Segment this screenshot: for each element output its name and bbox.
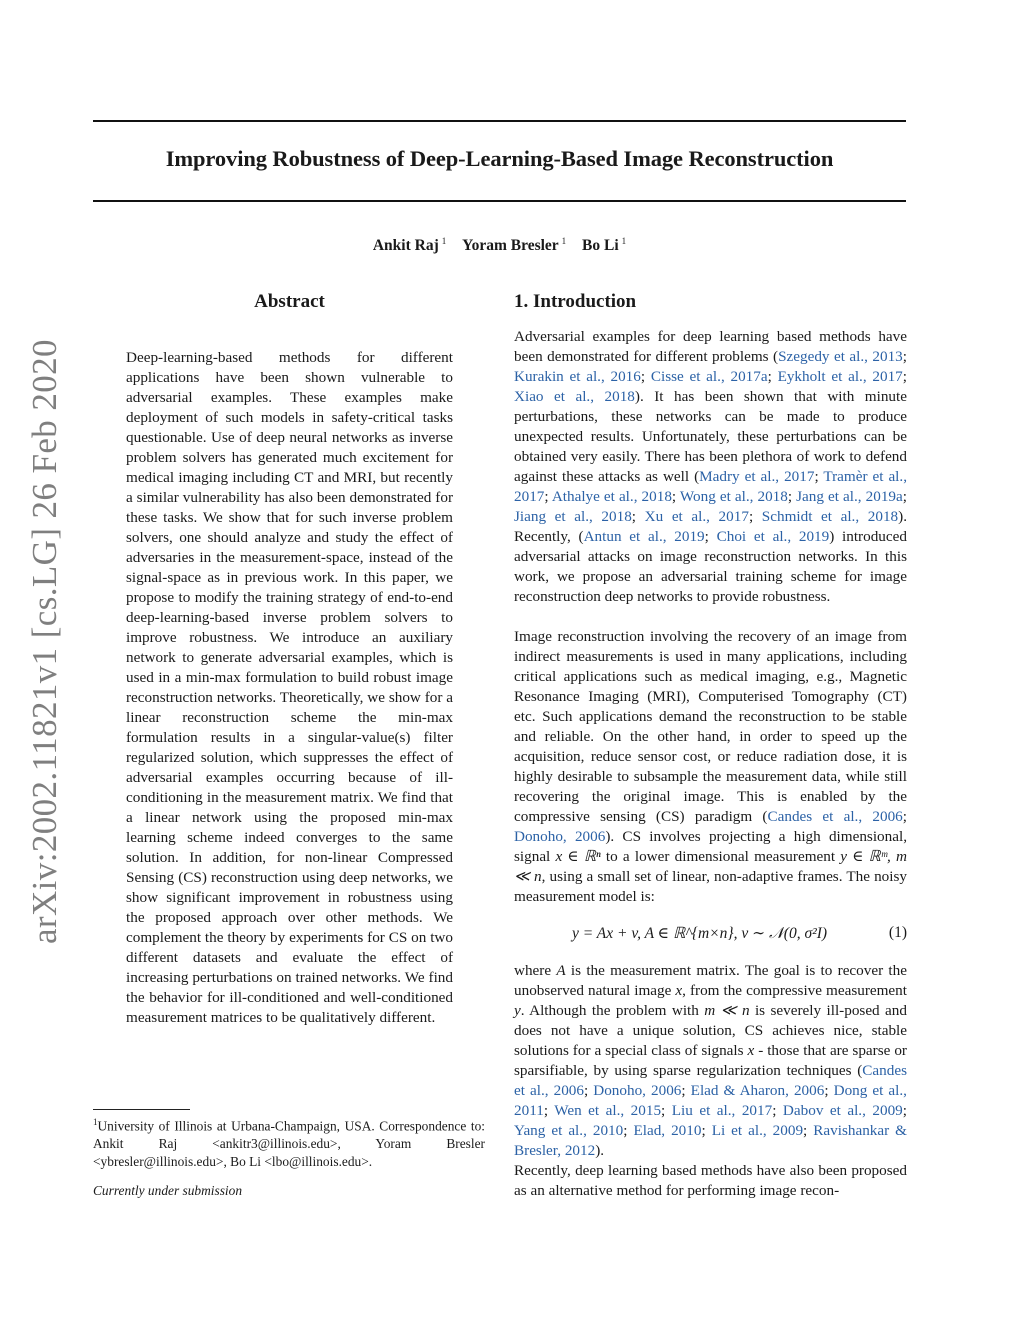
intro-paragraph-3 xyxy=(514,961,907,1161)
text-run: ) introduced adversarial attacks on image reconstruction networks. In this work, we propose an adversarial training scheme for image reconstruction deep networks to provide robustness. xyxy=(514,528,907,605)
inline-math: x ∈ ℝⁿ xyxy=(555,848,601,865)
text-run: ; xyxy=(902,1102,907,1119)
text-run: ). xyxy=(595,1142,605,1159)
text-run: ; xyxy=(767,368,778,385)
citation-link[interactable]: Liu et al., 2017 xyxy=(671,1102,773,1119)
inline-math: m ≪ n xyxy=(704,1002,750,1019)
intro-paragraph-2 xyxy=(514,627,907,907)
text-run: ; xyxy=(902,368,907,385)
text-run: ; xyxy=(631,508,645,525)
citation-link[interactable]: Xiao et al., 2018 xyxy=(514,388,635,405)
text-run: ; xyxy=(902,348,907,365)
text-run: ). Recently, ( xyxy=(514,508,907,545)
citation-link[interactable]: Xu et al., 2017 xyxy=(644,508,749,525)
citation-link[interactable]: Donoho, 2006 xyxy=(593,1082,682,1099)
citation-link[interactable]: Schmidt et al., 2018 xyxy=(761,508,899,525)
equation-1 xyxy=(514,924,907,946)
affiliation-mark: 1 xyxy=(561,236,567,246)
text-run: ; xyxy=(772,1102,783,1119)
citation-link[interactable]: Candes et al., 2006 xyxy=(767,808,903,825)
footnote-text: University of Illinois at Urbana-Champaign, USA. Correspondence to: Ankit Raj <ankitr3@illinois.edu>, Yoram Bresler <ybresler@illinois.edu>, Bo Li <lbo@illinois.edu>. xyxy=(93,1118,485,1170)
text-run: ; xyxy=(681,1082,691,1099)
text-run: , using a small set of linear, non-adaptive frames. The noisy measurement model is: xyxy=(514,868,907,905)
citation-link[interactable]: Wong et al., 2018 xyxy=(679,488,788,505)
text-run: ; xyxy=(640,368,651,385)
text-run: ; xyxy=(824,1082,834,1099)
citation-link[interactable]: Ravishankar & Bresler, 2012 xyxy=(514,1122,907,1159)
affiliation-mark: 1 xyxy=(621,236,627,246)
text-run: ; xyxy=(671,488,680,505)
text-run: ; xyxy=(704,528,717,545)
text-run: Image reconstruction involving the recovery of an image from indirect measurements is used in many applications, including critical applications such as medical imaging, e.g., Magnetic Resonance Imaging (MRI), Computerised Tomography (CT) etc. Such applications demand the reconstruction to be stable and reliable. On the other hand, in order to speed up the acquisition, reduce sensor cost, or reduce radiation dose, it is highly desirable to subsample the measurement data, while still recovering the original image. This is enabled by the compressive sensing (CS) paradigm ( xyxy=(514,628,907,825)
text-run: ; xyxy=(544,488,552,505)
citation-link[interactable]: Yang et al., 2010 xyxy=(514,1122,624,1139)
text-run: - those that are sparse or sparsifiable, by using sparse regularization techniques ( xyxy=(514,1042,907,1079)
title-bottom-rule xyxy=(93,200,906,202)
text-run: ; xyxy=(701,1122,712,1139)
footnote-mark: 1 xyxy=(93,1117,98,1127)
inline-math: x xyxy=(675,982,683,999)
citation-link[interactable]: Li et al., 2009 xyxy=(711,1122,804,1139)
text-run: ; xyxy=(748,508,762,525)
submission-note: Currently under submission xyxy=(93,1183,243,1198)
author-list xyxy=(93,236,906,255)
author-2 xyxy=(462,237,566,254)
author-name: Yoram Bresler xyxy=(462,237,559,255)
inline-math: y xyxy=(514,1002,521,1019)
author-name: Bo Li xyxy=(582,237,619,255)
inline-math: A xyxy=(556,962,566,979)
text-run: is the measurement matrix. The goal is to recover the unobserved natural image xyxy=(514,962,907,999)
citation-link[interactable]: Madry et al., 2017 xyxy=(699,468,815,485)
text-run: ; xyxy=(902,808,907,825)
affiliation-footnote xyxy=(93,1113,485,1171)
citation-link[interactable]: Candes et al., 2006 xyxy=(514,1062,907,1099)
text-run: ). It has been shown that with minute perturbations, these networks can be made to produce unexpected results. Unfortunately, these perturbations can be obtained very easily. There has been plethora of work to defend against these attacks as well ( xyxy=(514,388,907,485)
text-run: ; xyxy=(803,1122,814,1139)
author-name: Ankit Raj xyxy=(372,237,439,255)
intro-paragraph-4: Recently, deep learning based methods have also been proposed as an alternative method for performing image recon- xyxy=(514,1162,907,1199)
title-top-rule xyxy=(93,120,906,122)
inline-math: y ∈ ℝᵐ, m ≪ n xyxy=(514,848,908,885)
text-run: to a lower dimensional measurement xyxy=(600,848,841,865)
arxiv-identifier: arXiv:2002.11821v1 [cs.LG] 26 Feb 2020 xyxy=(25,339,64,944)
equation-number: (1) xyxy=(888,924,907,941)
intro-paragraph-1 xyxy=(514,327,907,607)
citation-link[interactable]: Athalye et al., 2018 xyxy=(551,488,672,505)
text-run: ; xyxy=(787,488,797,505)
abstract-heading: Abstract xyxy=(254,291,325,312)
citation-link[interactable]: Elad & Aharon, 2006 xyxy=(690,1082,825,1099)
introduction-heading: 1. Introduction xyxy=(514,291,637,312)
text-run: ; xyxy=(902,488,907,505)
equation-body: y = Ax + v, A ∈ ℝ^{m×n}, v ∼ 𝒩(0, σ²I) xyxy=(572,925,828,942)
citation-link[interactable]: Szegedy et al., 2013 xyxy=(778,348,903,365)
citation-link[interactable]: Jiang et al., 2018 xyxy=(514,508,632,525)
citation-link[interactable]: Eykholt et al., 2017 xyxy=(777,368,903,385)
abstract-text: Deep-learning-based methods for different applications have been shown vulnerable to adversarial examples. These examples make deployment of such models in safety-critical tasks questionable. Use of deep neural networks as inverse problem solvers has generated much excitement for medical imaging including CT and MRI, but recently a similar vulnerability has also been demonstrated for these tasks. We show that for such inverse problem solvers, one should analyze and study the effect of adversaries in the measurement-space, instead of the signal-space as in previous work. In this paper, we propose to modify the training strategy of end-to-end deep-learning-based inverse problem solvers to improve robustness. We introduce an auxiliary network to generate adversarial examples, which is used in a min-max formulation to build robust image reconstruction networks. Theoretically, we show for a linear reconstruction scheme the min-max formulation results in a singular-value(s) filter regularized solution, which suppresses the effect of adversarial examples occurring because of ill-conditioning in the measurement matrix. We find that a linear network using the proposed min-max learning scheme indeed converges to the same solution. In addition, for non-linear Compressed Sensing (CS) reconstruction using deep networks, we show significant improvement in robustness using the proposed approach over other methods. We complement the theory by experiments for CS on two different datasets and evaluate the effect of increasing perturbations on trained networks. We find the behavior for ill-conditioned and well-conditioned measurement matrices to be qualitatively different. xyxy=(126,349,453,1026)
text-run: ). CS involves projecting a high dimensional, signal xyxy=(514,828,907,865)
text-run: Adversarial examples for deep learning based methods have been demonstrated for different problems ( xyxy=(514,328,907,365)
text-run: ; xyxy=(814,468,824,485)
author-3 xyxy=(582,237,626,254)
citation-link[interactable]: Elad, 2010 xyxy=(633,1122,702,1139)
citation-link[interactable]: Dabov et al., 2009 xyxy=(782,1102,903,1119)
footnote-rule xyxy=(93,1109,190,1110)
text-run: ; xyxy=(623,1122,634,1139)
citation-link[interactable]: Dong et al., 2011 xyxy=(514,1082,907,1119)
citation-link[interactable]: Donoho, 2006 xyxy=(514,828,606,845)
text-run: where xyxy=(514,962,557,979)
citation-link[interactable]: Antun et al., 2019 xyxy=(583,528,705,545)
citation-link[interactable]: Jang et al., 2019a xyxy=(796,488,903,505)
text-run: is severely ill-posed and does not have a unique solution, CS achieves nice, stable solutions for a special class of signals xyxy=(514,1002,907,1059)
author-1 xyxy=(373,237,446,254)
citation-link[interactable]: Choi et al., 2019 xyxy=(716,528,830,545)
citation-link[interactable]: Wen et al., 2015 xyxy=(554,1102,662,1119)
citation-link[interactable]: Tramèr et al., 2017 xyxy=(514,468,907,505)
inline-math: x xyxy=(747,1042,755,1059)
affiliation-mark: 1 xyxy=(441,236,447,246)
text-run: ; xyxy=(661,1102,672,1119)
citation-link[interactable]: Kurakin et al., 2016 xyxy=(514,368,641,385)
text-run: , from the compressive measurement xyxy=(682,982,907,999)
text-run: ; xyxy=(543,1102,555,1119)
citation-link[interactable]: Cisse et al., 2017a xyxy=(650,368,768,385)
paper-title: Improving Robustness of Deep-Learning-Based Image Reconstruction xyxy=(165,146,834,171)
text-run: . Although the problem with xyxy=(520,1002,705,1019)
text-run: ; xyxy=(583,1082,594,1099)
